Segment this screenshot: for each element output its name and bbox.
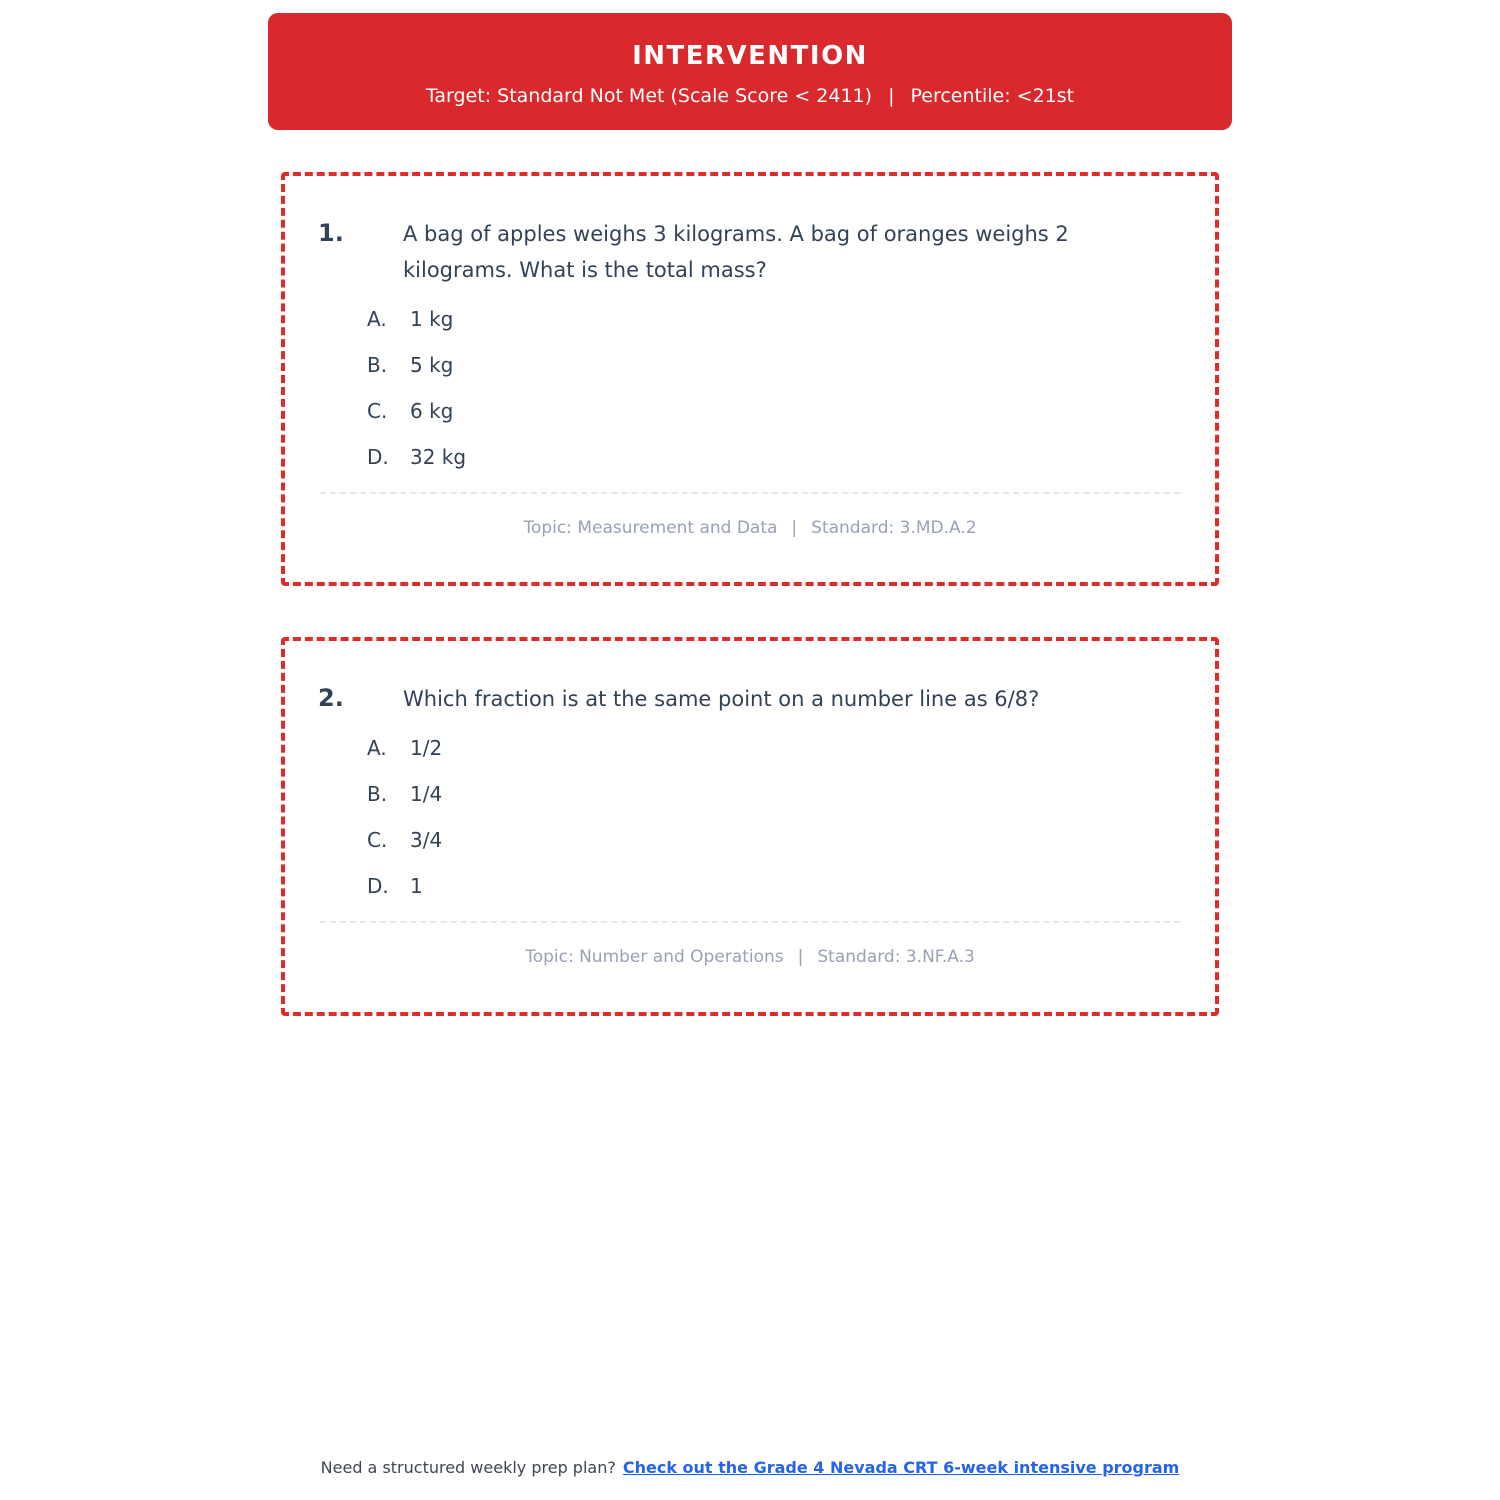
option-text: 3/4 [410,828,443,852]
standard-text: Standard: 3.MD.A.2 [811,518,977,538]
banner-subtitle [268,85,1232,107]
question-1-number: 1. [318,219,344,247]
question-2-text: Which fraction is at the same point on a number line as 6/8? [403,687,1040,711]
question-card-1 [281,172,1219,586]
question-1-option-b [367,354,1215,376]
option-text: 32 kg [410,445,467,469]
question-2-option-c [367,829,1215,851]
banner-separator: | [888,85,895,107]
option-text: 1/2 [410,736,443,760]
topic-text: Topic: Number and Operations [525,947,784,967]
intensive-program-link[interactable]: Check out the Grade 4 Nevada CRT 6-week intensive program [622,1458,1180,1477]
option-letter: B. [367,353,388,377]
option-letter: B. [367,782,388,806]
meta-separator: | [791,518,798,538]
question-1-option-a [367,308,1215,330]
option-text: 1 [410,874,423,898]
question-1-option-c [367,400,1215,422]
meta-divider [320,492,1180,494]
question-2-option-d [367,875,1215,897]
question-2-meta [285,947,1215,967]
question-2-number: 2. [318,684,344,712]
question-1-options [285,308,1215,468]
question-1-row [285,176,1215,288]
question-card-2 [281,637,1219,1016]
option-text: 6 kg [410,399,454,423]
option-letter: A. [367,307,387,331]
option-text: 5 kg [410,353,454,377]
question-1-text: A bag of apples weighs 3 kilograms. A bag of oranges weighs 2 kilograms. What is the total mass? [403,222,1069,282]
option-letter: D. [367,874,389,898]
banner-target-text: Target: Standard Not Met (Scale Score < 2411) [425,85,873,107]
intervention-banner [268,13,1232,130]
footer [0,1458,1500,1477]
footer-prompt: Need a structured weekly prep plan? [320,1458,616,1477]
topic-text: Topic: Measurement and Data [523,518,778,538]
option-text: 1/4 [410,782,443,806]
question-2-options [285,737,1215,897]
question-2-option-b [367,783,1215,805]
question-1-option-d [367,446,1215,468]
option-text: 1 kg [410,307,454,331]
standard-text: Standard: 3.NF.A.3 [817,947,975,967]
meta-separator: | [797,947,804,967]
question-2-row [285,641,1215,717]
meta-divider [320,921,1180,923]
option-letter: D. [367,445,389,469]
question-1-meta [285,518,1215,538]
question-2-option-a [367,737,1215,759]
option-letter: C. [367,828,388,852]
banner-percentile-text: Percentile: <21st [910,85,1075,107]
banner-title: INTERVENTION [632,41,868,71]
option-letter: C. [367,399,388,423]
option-letter: A. [367,736,387,760]
